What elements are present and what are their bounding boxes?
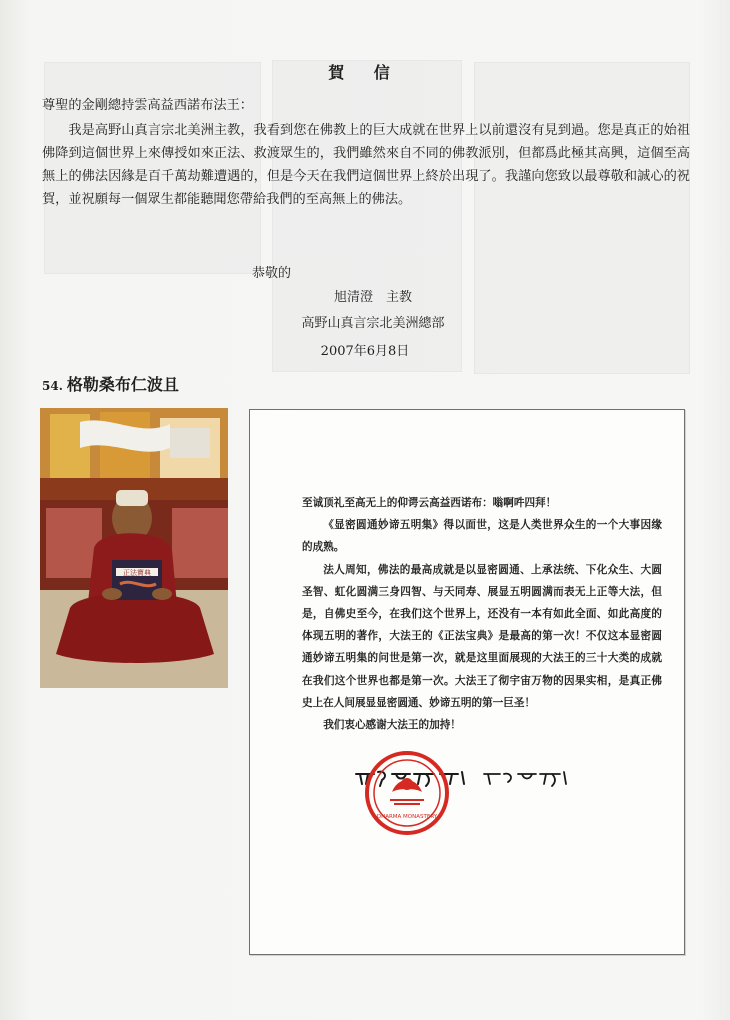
section-number: 54. [42, 379, 63, 393]
lama-photo-illustration [40, 408, 228, 688]
letter-date: 2007年6月8日 [320, 344, 410, 359]
letter-document [249, 409, 685, 955]
letter-block [42, 94, 690, 211]
seal-text: DHARMA MONASTERY [376, 814, 438, 820]
letter-body: 我是高野山真言宗北美洲主教，我看到您在佛教上的巨大成就在世界上以前還沒有見到過。您是真正的始祖佛降到這個世界上來傳授如來正法、救渡眾生的，我們雖然來自不同的佛教派別，但都爲此極其高興，這個至高無上的佛法因緣是百千萬劫難遭遇的，但是今天在我們這個世界上終於出現了。我謹向您致以最尊敬和誠心的祝賀，並祝願每一個眾生都能聽聞您帶給我們的至高無上的佛法。 [42, 123, 690, 207]
signer-organization: 高野山真言宗北美洲總部 [301, 316, 445, 331]
section-heading [42, 372, 179, 395]
book-cover-label: 正法寶典 [123, 569, 151, 577]
lama-photo [40, 408, 228, 688]
signer-name: 旭清澄 主教 [333, 290, 412, 305]
letter-title: 賀 信 [328, 63, 402, 82]
tibetan-signature-name [482, 768, 572, 788]
section-name: 格勒桑布仁波且 [66, 375, 179, 394]
document-paragraph-2: 法人周知，佛法的最高成就是以显密圆通、上承法统、下化众生、大圆圣智、虹化圆满三身四智、与天同寿、展显五明圆满而表无上正等大法，但是，自佛史至今，在我们这个世界上，还没有一本有如此全面、如此高度的体现五明的著作，大法王的《正法宝典》是最高的第一次！不仅这本显密圆通妙谛五明集的问世是第一次，就是这里面展现的大法王的三十大类的成就在我们这个世界也都是第一次。大法王了彻宇宙万物的因果实相，是真正佛史上在人间展显显密圆通、妙谛五明的第一巨圣！ [302, 563, 662, 709]
monastery-seal [362, 748, 452, 838]
closing-respect: 恭敬的 [252, 266, 292, 281]
document-greeting: 至诚顶礼至高无上的仰谔云高益西诺布：嗡啊吽四拜！ [302, 497, 557, 509]
document-paragraph-1: 《显密圆通妙谛五明集》得以面世，这是人类世界众生的一个大事因缘的成熟。 [302, 519, 662, 554]
document-text [302, 492, 662, 736]
document-paragraph-3: 我们衷心感谢大法王的加持！ [323, 719, 461, 732]
letter-salutation: 尊聖的金剛總持雲高益西諾布法王： [42, 98, 253, 113]
